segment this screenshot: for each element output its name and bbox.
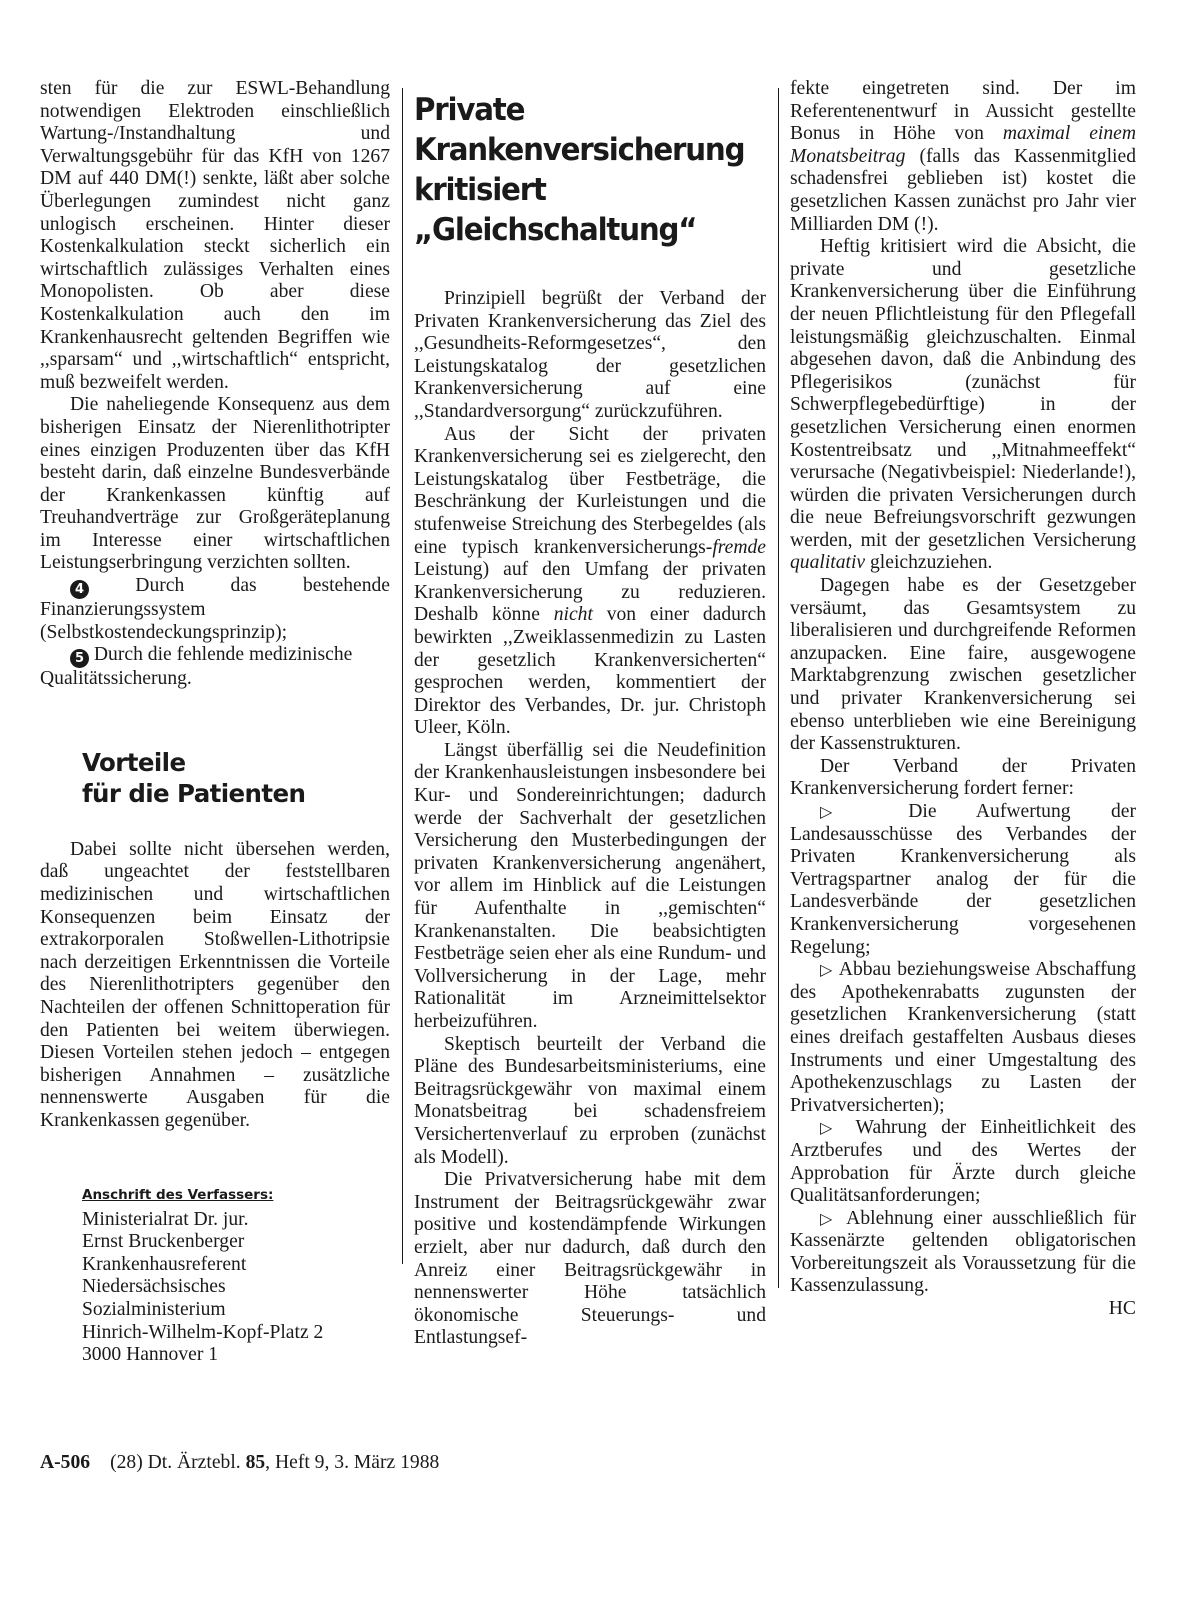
numbered-item	[40, 575, 390, 644]
page-number: A-506	[40, 1452, 91, 1473]
article-column-2	[414, 78, 766, 1350]
number-4-icon: 4	[70, 580, 89, 599]
bullet-item	[790, 1117, 1136, 1207]
text-run: Leistung) auf den Umfang der privaten Krankenversicherung zu reduzieren. Deshalb könne	[414, 559, 766, 626]
italic-text: fremde	[712, 536, 766, 558]
triangle-bullet-icon: ▷	[820, 960, 834, 980]
paragraph: Die Privatversicherung habe mit dem Instrument der Beitragsrückgewähr zwar positive und kostendämpfende Wirkungen erzielt, aber nur dadurch, daß durch den Anreiz einer Beitragsrückgewähr in nennenswerter Höhe tatsächlich ökonomische Steuerungs- und Entlastungsef-	[414, 1169, 766, 1349]
item-text: Durch die fehlende medizinische Qualitätssicherung.	[40, 644, 353, 690]
paragraph: Skeptisch beurteilt der Verband die Pläne des Bundesarbeitsministeriums, eine Beitragsrückgewähr von maximal einem Monatsbeitrag bei schadensfreiem Versichertenverlauf zu erproben (zunächst als Modell).	[414, 1033, 766, 1168]
section-heading-line: für die Patienten	[82, 778, 306, 808]
paragraph: Prinzipiell begrüßt der Verband der Privaten Krankenversicherung das Ziel des ,,Gesundheits-Reformgesetzes“, den Leistungskatalog der gesetzlichen Krankenversicherung auf eine ,,Standardversorgung“ zurückzuführen.	[414, 288, 766, 422]
issue-date: , Heft 9, 3. März 1988	[265, 1452, 440, 1473]
headline-line: Private	[414, 92, 525, 128]
paragraph	[790, 236, 1136, 575]
address-line: Ministerialrat Dr. jur.	[82, 1208, 249, 1230]
address-line: 3000 Hannover 1	[82, 1344, 219, 1366]
article-column-3	[790, 78, 1136, 1321]
text-run: Aus der Sicht der privaten Krankenversicherung sei es zielgerecht, den Leistungskatalog über Festbeträge, die Beschränkung der Kurleistungen und die stufenweise Streichung des Sterbegeldes (als eine typisch krankenversicherungs-	[414, 423, 766, 558]
numbered-item	[40, 644, 390, 691]
bullet-item	[790, 959, 1136, 1117]
paragraph: Die naheliegende Konsequenz aus dem bisherigen Einsatz der Nierenlithotripter eines einzigen Produzenten über das KfH besteht darin, daß einzelne Bundesverbände der Krankenkassen künftig auf Treuhandverträge zur Großgeräteplanung im Interesse einer wirtschaftlichen Leistungserbringung verzichten sollten.	[40, 394, 390, 574]
paragraph: Der Verband der Privaten Krankenversicherung fordert ferner:	[790, 755, 1136, 800]
text-run: gleichzuziehen.	[865, 552, 993, 574]
article-headline	[414, 90, 745, 250]
author-signature: HC	[1108, 1298, 1136, 1320]
address-line: Hinrich-Wilhelm-Kopf-Platz 2	[82, 1321, 324, 1343]
triangle-bullet-icon: ▷	[820, 1118, 842, 1138]
paragraph	[414, 424, 766, 740]
bullet-text: Ablehnung einer ausschließlich für Kassenärzte geltenden obligatorischen Vorbereitungszeit als Voraussetzung für die Kassenzulassung.	[790, 1207, 1136, 1297]
text-run: Heftig kritisiert wird die Absicht, die private und gesetzliche Krankenversicherung über die Einführung der neuen Pflichtleistung für den Pflegefall leistungsmäßig gleichzuschalten. Einmal abgesehen davon, daß die Anbindung des Pflegerisikos (zunächst für Schwerpflegebedürftige) in der gesetzlichen Versicherung einen enormen Kostentreibsatz und ,,Mitnahmeeffekt“ verursache (Negativbeispiel: Niederlande!), würden die privaten Versicherungen durch die neue Befreiungsvorschrift gezwungen werden, mit der gesetzlichen Versicherung	[790, 236, 1136, 551]
italic-text: maximal einem Monatsbeitrag	[790, 123, 1136, 167]
bullet-text: Abbau beziehungsweise Abschaffung des Apothekenrabatts zugunsten der gesetzlichen Krankenversicherung (statt eines dreifach gestaffelten Ausbaus dieses Instruments und einer Umgestaltung des Apothekenzuschlags zu Lasten der Privatversicherten);	[790, 959, 1137, 1116]
page-footer	[40, 1451, 439, 1475]
paragraph: sten für die zur ESWL-Behandlung notwendigen Elektroden einschließlich Wartung-/Instandhaltung und Verwaltungsgebühr für das KfH von 1267 DM auf 440 DM(!) senkte, läßt aber solche Überlegungen zumindest nicht ganz unlogisch erscheinen. Hinter dieser Kostenkalkulation steckt sicherlich ein wirtschaftlich zulässiges Verhalten eines Monopolisten. Ob aber diese Kostenkalkulation auch den im Krankenhausrecht geltenden Begriffen wie ,,sparsam“ und ,,wirtschaftlich“ entspricht, muß bezweifelt werden.	[40, 78, 390, 393]
journal-citation: (28) Dt. Ärztebl.	[110, 1452, 241, 1473]
italic-text: qualitativ	[790, 552, 866, 574]
section-heading-line: Vorteile	[82, 747, 186, 777]
address-title: Anschrift des Verfassers:	[82, 1186, 274, 1203]
text-run: von einer dadurch bewirkten ,,Zweiklassenmedizin zu Lasten der gesetzlich Krankenversicherten“ gesprochen werden, kommentiert der Direktor des Verbandes, Dr. jur. Christoph Uleer, Köln.	[414, 604, 766, 739]
bullet-item	[790, 1208, 1136, 1298]
article-column-1	[40, 78, 390, 1367]
bullet-text: Die Aufwertung der Landesausschüsse des Verbandes der Privaten Krankenversicherung als Vertragspartner analog der für die Landesverbände der gesetzlichen Krankenversicherung vorgesehenen Regelung;	[790, 801, 1136, 958]
address-line: Sozialministerium	[82, 1298, 226, 1320]
section-heading	[82, 747, 390, 809]
address-line: Niedersächsisches	[82, 1276, 226, 1298]
triangle-bullet-icon: ▷	[820, 1208, 838, 1228]
paragraph: Dagegen habe es der Gesetzgeber versäumt, das Gesamtsystem zu liberalisieren und durchgreifende Reformen anzupacken. Eine faire, ausgewogene Marktabgrenzung zwischen gesetzlicher und privater Krankenversicherung sei ebenso unterblieben wie eine Bereinigung der Kassenstrukturen.	[790, 575, 1136, 755]
bullet-item	[790, 801, 1136, 959]
headline-line: kritisiert	[414, 172, 546, 208]
column-divider	[402, 88, 403, 1264]
number-5-icon: 5	[70, 649, 89, 668]
item-text: Durch das bestehende Finanzierungssystem (Selbstkostendeckungsprinzip);	[40, 575, 390, 643]
text-run: (falls das Kassenmitglied schadensfrei geblieben ist) kostet die gesetzlichen Kassen zunächst pro Jahr vier Milliarden DM (!).	[790, 145, 1136, 235]
column-divider	[778, 88, 779, 1288]
bullet-text: Wahrung der Einheitlichkeit des Arztberufes und des Wertes der Approbation für Ärzte durch gleiche Qualitätsanforderungen;	[790, 1117, 1136, 1207]
text-run: fekte eingetreten sind. Der im Referentenentwurf in Aussicht gestellte Bonus in Höhe von	[790, 78, 1136, 145]
italic-text: nicht	[553, 604, 593, 626]
triangle-bullet-icon: ▷	[820, 802, 868, 821]
paragraph	[790, 78, 1136, 236]
paragraph: Längst überfällig sei die Neudefinition der Krankenhausleistungen insbesondere bei Kur- und Sondereinrichtungen; dadurch werde der Sachverhalt der gesetzlichen Versicherung den Musterbedingungen der privaten Krankenversicherung angenähert, vor allem im Hinblick auf die Leistungen für Aufenthalte in ,,gemischten“ Krankenanstalten. Die beabsichtigten Festbeträge seien eher als eine Rundum- und Vollversicherung in der Lage, mehr Rationalität im Arzneimittelsektor herbeizuführen.	[414, 739, 766, 1032]
headline-line: „Gleichschaltung“	[414, 212, 697, 248]
address-line: Ernst Bruckenberger	[82, 1231, 245, 1253]
paragraph: Dabei sollte nicht übersehen werden, daß ungeachtet der feststellbaren medizinischen und wirtschaftlichen Konsequenzen beim Einsatz der extrakorporalen Stoßwellen-Lithotripsie nach derzeitigen Erkenntnissen die Vorteile des Nierenlithotripters gegenüber den Nachteilen der offenen Schnittoperation für den Patienten bei weitem überwiegen. Diesen Vorteilen stehen jedoch – entgegen bisherigen Annahmen – zusätzliche nennenswerte Ausgaben für die Krankenkassen gegenüber.	[40, 838, 390, 1131]
headline-line: Krankenversicherung	[414, 132, 745, 168]
address-line: Krankenhausreferent	[82, 1253, 247, 1275]
volume-number: 85	[245, 1452, 266, 1473]
